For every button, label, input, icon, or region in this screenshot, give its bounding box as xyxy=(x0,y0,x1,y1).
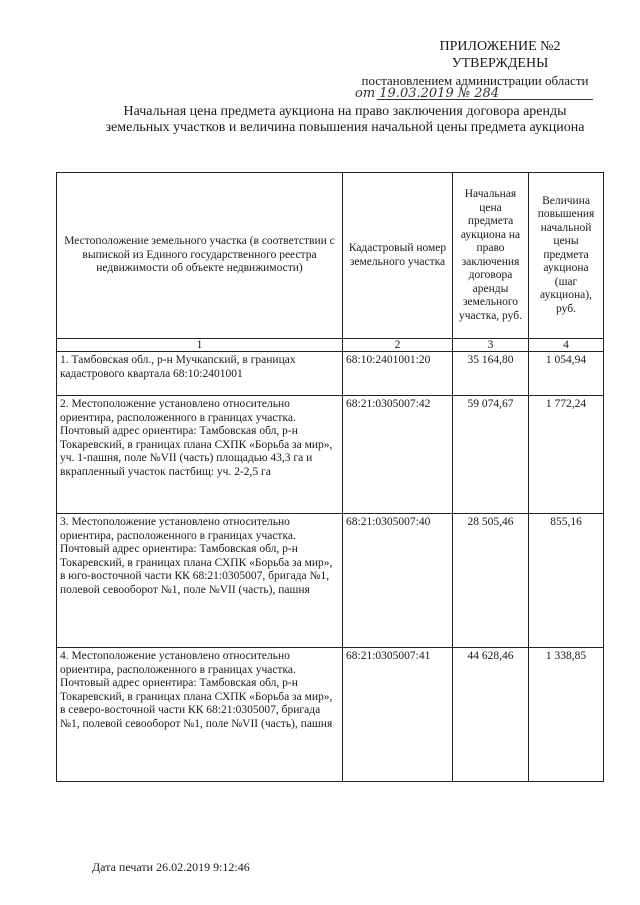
cell-price: 28 505,46 xyxy=(453,514,529,648)
cell-location: 3. Местоположение установлено относительно ориентира, расположенного в границах участка. Почтовый адрес ориентира: Тамбовская обл, р-н Токаревский, в границах плана СХПК «Борьба за мир», в юго-восточной части КК 68:21:0305007, бригада №1, полевой севооборот №1, поле №VII (часть), пашня xyxy=(57,514,343,648)
table-row xyxy=(57,514,604,648)
table-row xyxy=(57,396,604,514)
cell-step: 855,16 xyxy=(529,514,604,648)
table-header-row xyxy=(57,173,604,339)
document-title: Начальная цена предмета аукциона на право заключения договора аренды земельных участков и величина повышения начальной цены предмета аукциона xyxy=(105,104,585,135)
cell-step: 1 772,24 xyxy=(529,396,604,514)
decree-label: постановлением администрации области xyxy=(361,73,589,88)
lots-table xyxy=(56,172,604,782)
table-row xyxy=(57,648,604,782)
cell-step: 1 338,85 xyxy=(529,648,604,782)
cell-location: 1. Тамбовская обл., р-н Мучкапский, в границах кадастрового квартала 68:10:2401001 xyxy=(57,352,343,396)
col-number: 4 xyxy=(529,339,604,352)
appendix-label: ПРИЛОЖЕНИЕ №2 xyxy=(439,39,561,54)
cell-price: 44 628,46 xyxy=(453,648,529,782)
cell-cadastral: 68:21:0305007:41 xyxy=(343,648,453,782)
col-header-location: Местоположение земельного участка (в соответствии с выпиской из Единого государственного реестра недвижимости об объекте недвижимости) xyxy=(57,173,343,339)
handwritten-date xyxy=(355,86,499,101)
col-header-price: Начальная цена предмета аукциона на право заключения договора аренды земельного участка, руб. xyxy=(453,173,529,339)
table-row xyxy=(57,352,604,396)
date-underline xyxy=(377,99,593,100)
col-header-cadastral: Кадастровый номер земельного участка xyxy=(343,173,453,339)
col-number: 3 xyxy=(453,339,529,352)
approved-label: УТВЕРЖДЕНЫ xyxy=(451,56,549,71)
cell-price: 59 074,67 xyxy=(453,396,529,514)
col-number: 2 xyxy=(343,339,453,352)
column-number-row xyxy=(57,339,604,352)
cell-step: 1 054,94 xyxy=(529,352,604,396)
cell-location: 2. Местоположение установлено относительно ориентира, расположенного в границах участка. Почтовый адрес ориентира: Тамбовская обл, р-н Токаревский, в границах плана СХПК «Борьба за мир», уч. 1-пашня, поле №VII (часть) площадью 43,3 га и вкрапленный участок пастбищ: уч. 2-2,5 га xyxy=(57,396,343,514)
cell-cadastral: 68:21:0305007:42 xyxy=(343,396,453,514)
col-number: 1 xyxy=(57,339,343,352)
cell-cadastral: 68:10:2401001:20 xyxy=(343,352,453,396)
cell-location: 4. Местоположение установлено относительно ориентира, расположенного в границах участка. Почтовый адрес ориентира: Тамбовская обл, р-н Токаревский, в границах плана СХПК «Борьба за мир», в северо-восточной части КК 68:21:0305007, бригада №1, полевой севооборот №1, поле №VII (часть), пашня xyxy=(57,648,343,782)
cell-price: 35 164,80 xyxy=(453,352,529,396)
print-date: Дата печати 26.02.2019 9:12:46 xyxy=(92,860,250,874)
col-header-step: Величина повышения начальной цены предмета аукциона (шаг аукциона), руб. xyxy=(529,173,604,339)
handwritten-date-text: от 19.03.2019 № 284 xyxy=(355,86,500,101)
cell-cadastral: 68:21:0305007:40 xyxy=(343,514,453,648)
